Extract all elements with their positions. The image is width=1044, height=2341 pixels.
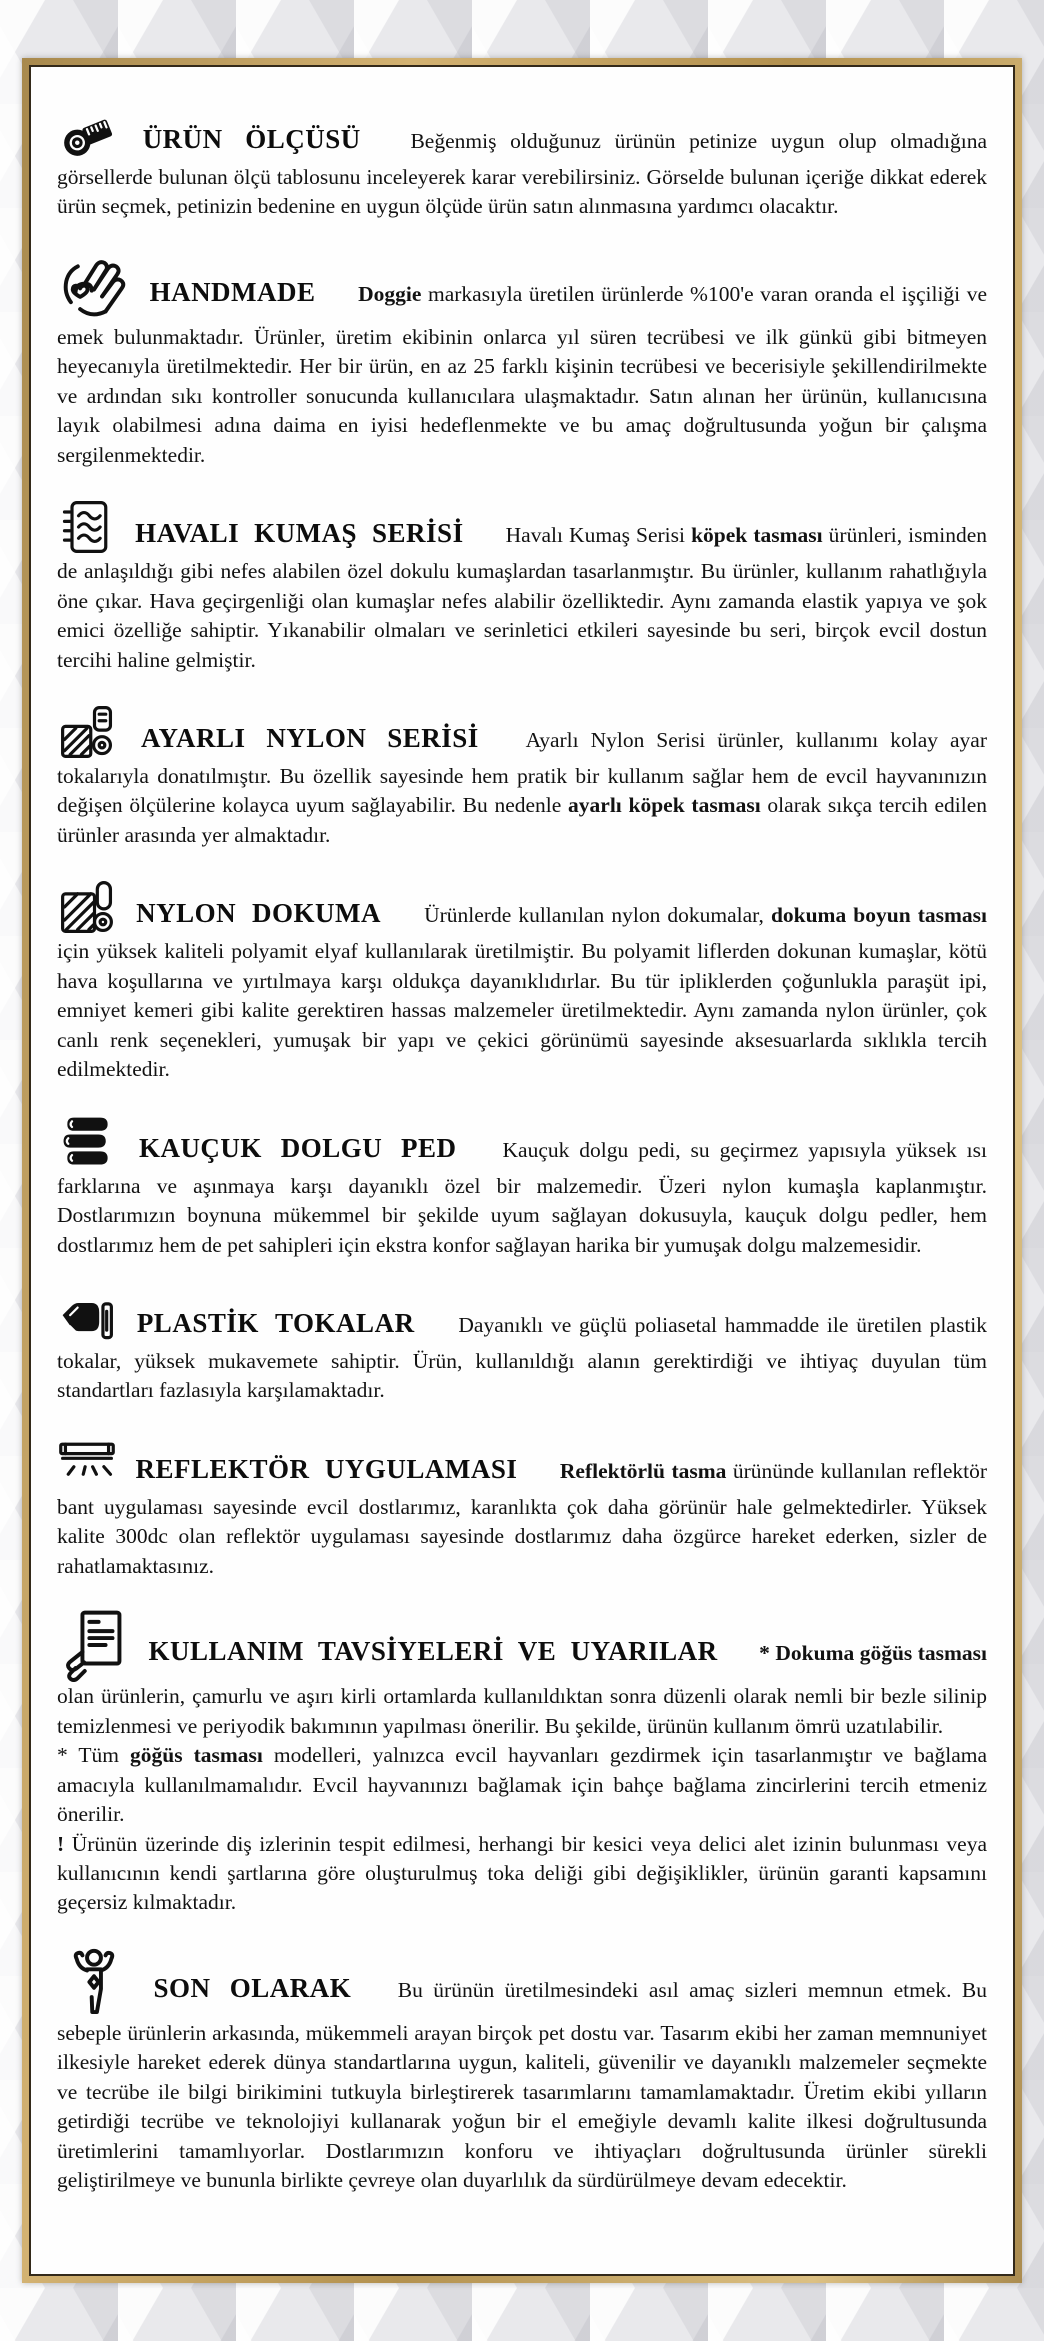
section-paragraph [57,103,987,222]
section-paragraph [57,1433,987,1581]
nylon-weave-icon [57,877,117,937]
section-kaucuk-ped [57,1112,987,1260]
section-text: Havalı Kumaş Serisi köpek tasması ürünleri, isminden de anlaşıldığı gibi nefes alabilen özel dokulu kumaşlardan tasarlanmıştır. Bu ürünler, kullanım rahatlığıyla öne çıkar. Hava geçirgenliği olan kumaşlar nefes alabilir özelliktedir. Aynı zamanda elastik yapıya ve şok emici özelliğe sahiptir. Yıkanabilir olmaları ve serinletici etkileri sayesinde bu seri, birçok evcil dostun tercihi haline gelmiştir. [57,523,988,672]
section-text: Reflektörlü tasma ürününde kullanılan reflektör bant uygulaması sayesinde evcil dostlarımız, karanlıkta çok daha görünür hale gelmektedirler. Yüksek kalite 300dc olan reflektör uygulaması sayesinde dostlarımız daha özgürce hareket ederken, sizler de rahatlamaktasınız. [57,1458,988,1578]
breathable-fabric-icon [57,497,117,557]
reflector-icon [57,1433,117,1493]
section-paragraph [57,702,987,850]
rubber-pad-icon [57,1112,117,1172]
section-paragraph [57,1287,987,1406]
section-title: KULLANIM TAVSİYELERİ VE UYARILAR [148,1636,718,1667]
section-plastik-tokalar [57,1287,987,1406]
section-reflektor [57,1433,987,1581]
section-paragraph [57,877,987,1084]
adjustable-buckle-icon [57,702,117,762]
section-paragraph [57,497,987,675]
section-text: Bu ürünün üretilmesindeki asıl amaç sizleri memnun etmek. Bu sebeple ürünlerin arkasında, mükemmeli arayan birçok pet dostu var. Tasarım ekibi her zaman memnuniyet ilkesiyle hareket ederek dünya standartlarına uygun, kaliteli, güvenilir ve dayanıklı malzemeler seçmekte ve tecrübe ile bilgi birikimini tutkuyla birleştirerek tasarımlarını tamamlamaktadır. Üretim ekibi yılların getirdiği tecrübe ve teknolojiyi kullanarak yoğun bir el emeğiyle devamlı kalite ilkesi doğrultusunda üretimlerini tamamlıyorlar. Dostlarımızın konforu ve ihtiyaçları doğrultusunda ürünler sürekli geliştirilmeye ve bununla birlikte çevreye olan duyarlılık da sürdürülmeye devam edecektir. [57,1977,988,2193]
section-handmade [57,249,987,470]
section-paragraph [57,1608,987,1741]
section-title: HANDMADE [149,276,316,307]
section-son-olarak [57,1945,987,2196]
section-text: Dayanıklı ve güçlü poliasetal hammadde ile üretilen plastik tokalar, yüksek mukavemete sahiptir. Ürün, kullanıldığı alanın gerektirdiği ve ihtiyaç duyulan tüm standartları fazlasıyla karşılamaktadır. [57,1312,988,1403]
section-text: * Dokuma göğüs tasması olan ürünlerin, çamurlu ve aşırı kirli ortamlarda kullanıldıktan sonra düzenli olarak nemli bir bezle silinip temizlenmesi ve periyodik bakımının yapılması önerilir. Bu şekilde, ürünün kullanım ömrü uzatılabilir. [57,1641,988,1738]
section-title: PLASTİK TOKALAR [136,1307,415,1338]
handmade-hand-heart-icon [57,249,131,323]
measuring-tape-icon [57,103,117,163]
section-title: SON OLARAK [153,1972,352,2003]
section-paragraph: * Tüm göğüs tasması modelleri, yalnızca evcil hayvanları gezdirmek için tasarlanmıştır ve bağlama amacıyla kullanılmamalıdır. Evcil hayvanınızı bağlamak için bahçe bağlama zincirlerini tercih etmeniz önerilir. [57,1743,988,1827]
gold-frame [22,58,1022,2283]
section-paragraph [57,1945,987,2196]
section-title: HAVALI KUMAŞ SERİSİ [135,518,464,549]
section-urun-olcusu [57,103,987,222]
section-text: Kauçuk dolgu pedi, su geçirmez yapısıyla yüksek ısı farklarına ve aşınmaya karşı dayanıklı özel bir malzemedir. Üzeri nylon kumaşla kaplanmıştır. Dostlarımızın boynuna mükemmel bir şekilde uyum sağlayan dokusuyla, kauçuk dolgu pedler, hem dostlarımız hem de pet sahipleri için ekstra konfor sağlayan harika bir yumuşak dolgu malzemesidir. [57,1137,987,1257]
section-text: Beğenmiş olduğunuz ürünün petinize uygun olup olmadığına görsellerde bulunan ölçü tablosunu inceleyerek karar verebilirsiniz. Görselde bulunan içeriğe dikkat ederek ürün seçmek, petinizin bedenine en uygun ölçüde ürün satın alınmasına yardımcı olacaktır. [57,129,987,219]
section-text: Ürünlerde kullanılan nylon dokumalar, dokuma boyun tasması için yüksek kaliteli polyamit elyaf kullanılarak üretilmiştir. Bu polyamit liflerden dokunan kumaşlar, kötü hava koşullarına ve yırtılmaya karşı oldukça dayanıklıdırlar. Bu tür ipliklerden çoğunlukla paraşüt ipi, emniyet kemeri gibi kalite gerektiren hassas malzemeler üretilmektedir. Aynı zamanda nylon ürünler, çok canlı renk seçenekleri, yumuşak bir yapı ve çekici görünümü sayesinde aksesuarlarda sıklıkla tercih edilmektedir. [57,903,988,1082]
section-paragraph [57,249,987,470]
section-paragraph: ! Ürünün üzerinde diş izlerinin tespit edilmesi, herhangi bir kesici veya delici alet izinin bulunması veya kullanıcının kendi şartlarına göre oluşturulmuş toka deliği gibi değişiklikler, ürünün garanti kapsamını geçersiz kılmaktadır. [57,1831,987,1915]
section-text: Doggie markasıyla üretilen ürünlerde %100'e varan oranda el işçiliği ve emek bulunmaktadır. Ürünler, üretim ekibinin onlarca yıl süren tecrübesi ve ilk günkü gibi bitmeyen heyecanıyla üretilmektedir. Her bir ürün, en az 25 farklı kişinin tecrübesi ve becerisiyle şekillendirilmekte ve ardından sıkı kontroller sonucunda kullanıcılara ulaşmaktadır. Satın alınan her ürünün, kullanıcısına layık olabilmesi adına daima en iyisi hedeflenmekte ve bu amaç doğrultusunda yoğun bir çalışma sergilenmektedir. [57,281,987,467]
person-celebrate-icon [57,1945,131,2019]
section-nylon-dokuma [57,877,987,1084]
section-title: NYLON DOKUMA [136,898,382,929]
section-title: AYARLI NYLON SERİSİ [140,722,479,753]
content-card [29,65,1015,2276]
section-title: KAUÇUK DOLGU PED [138,1132,457,1163]
section-title: REFLEKTÖR UYGULAMASI [135,1453,518,1484]
section-havali-kumas [57,497,987,675]
section-ayarli-nylon [57,702,987,850]
section-kullanim-tavsiyeleri [57,1608,987,1918]
section-paragraph [57,1112,987,1260]
usage-instructions-icon [57,1608,131,1682]
plastic-buckle-icon [57,1287,117,1347]
section-title: ÜRÜN ÖLÇÜSÜ [142,124,361,154]
section-text: Ayarlı Nylon Serisi ürünler, kullanımı kolay ayar tokalarıyla donatılmıştır. Bu özellik sayesinde hem pratik bir kullanım sağlar hem de evcil hayvanınızın değişen ölçülerine kolayca uyum sağlayabilir. Bu nedenle ayarlı köpek tasması olarak sıkça tercih edilen ürünler arasında yer almaktadır. [57,727,987,847]
